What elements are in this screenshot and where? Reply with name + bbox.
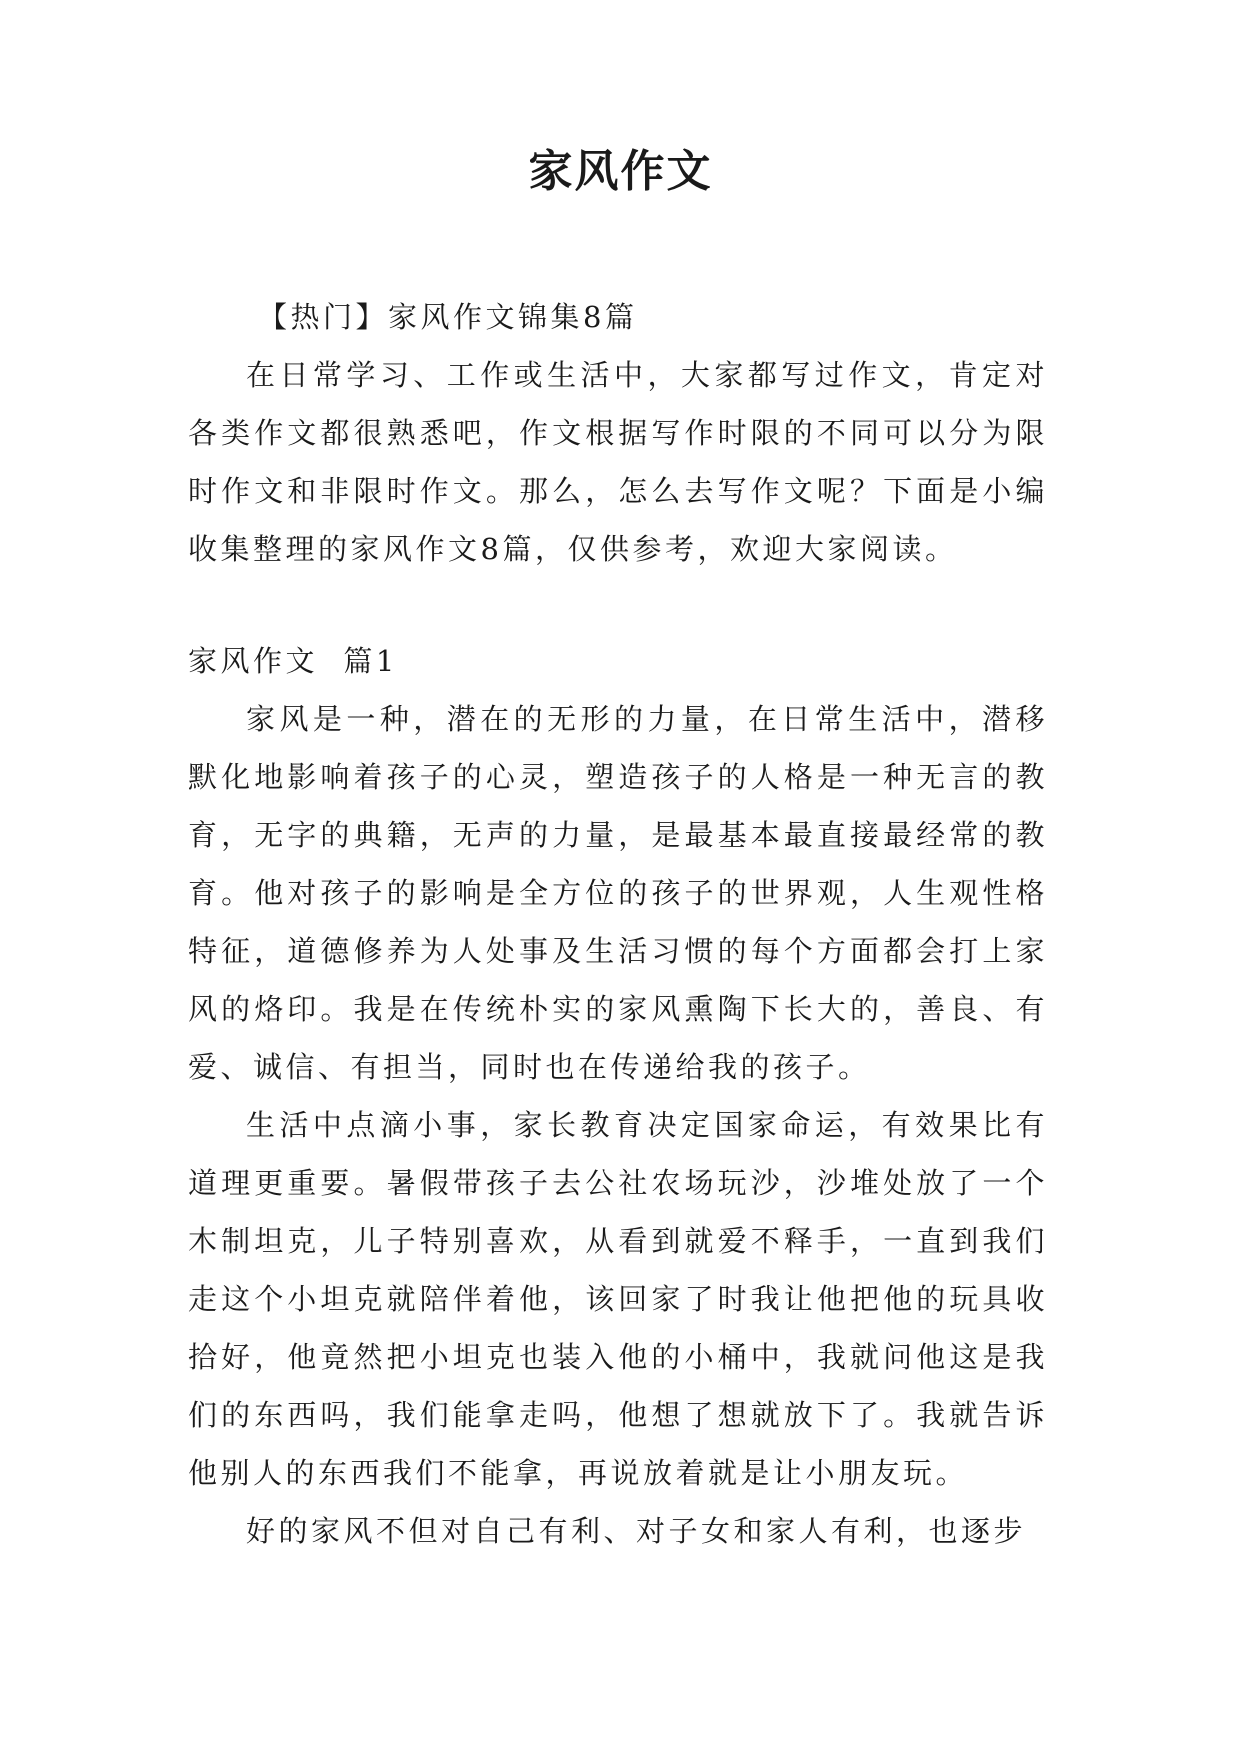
body-paragraph: 好的家风不但对自己有利、对子女和家人有利，也逐步 <box>246 1514 1027 1548</box>
document-title: 家风作文 <box>528 146 713 197</box>
intro-paragraph: 在日常学习、工作或生活中，大家都写过作文，肯定对各类作文都很熟悉吧，作文根据写作时限的不同可以分为限时作文和非限时作文。那么，怎么去写作文呢？下面是小编收集整理的家风作文8篇，仅供参考，欢迎大家阅读。 <box>188 358 1048 566</box>
document-subtitle: 【热门】家风作文锦集8篇 <box>258 300 638 334</box>
section-body <box>188 690 1048 1560</box>
body-paragraph: 生活中点滴小事，家长教育决定国家命运，有效果比有道理更重要。暑假带孩子去公社农场玩沙，沙堆处放了一个木制坦克，儿子特别喜欢，从看到就爱不释手，一直到我们走这个小坦克就陪伴着他，该回家了时我让他把他的玩具收拾好，他竟然把小坦克也装入他的小桶中，我就问他这是我们的东西吗，我们能拿走吗，他想了想就放下了。我就告诉他别人的东西我们不能拿，再说放着就是让小朋友玩。 <box>188 1108 1048 1490</box>
intro-paragraph-block <box>188 346 1048 578</box>
section-heading: 家风作文 篇1 <box>188 644 398 678</box>
body-paragraph: 家风是一种，潜在的无形的力量，在日常生活中，潜移默化地影响着孩子的心灵，塑造孩子的人格是一种无言的教育，无字的典籍，无声的力量，是最基本最直接最经常的教育。他对孩子的影响是全方位的孩子的世界观，人生观性格特征，道德修养为人处事及生活习惯的每个方面都会打上家风的烙印。我是在传统朴实的家风熏陶下长大的，善良、有爱、诚信、有担当，同时也在传递给我的孩子。 <box>188 702 1048 1084</box>
